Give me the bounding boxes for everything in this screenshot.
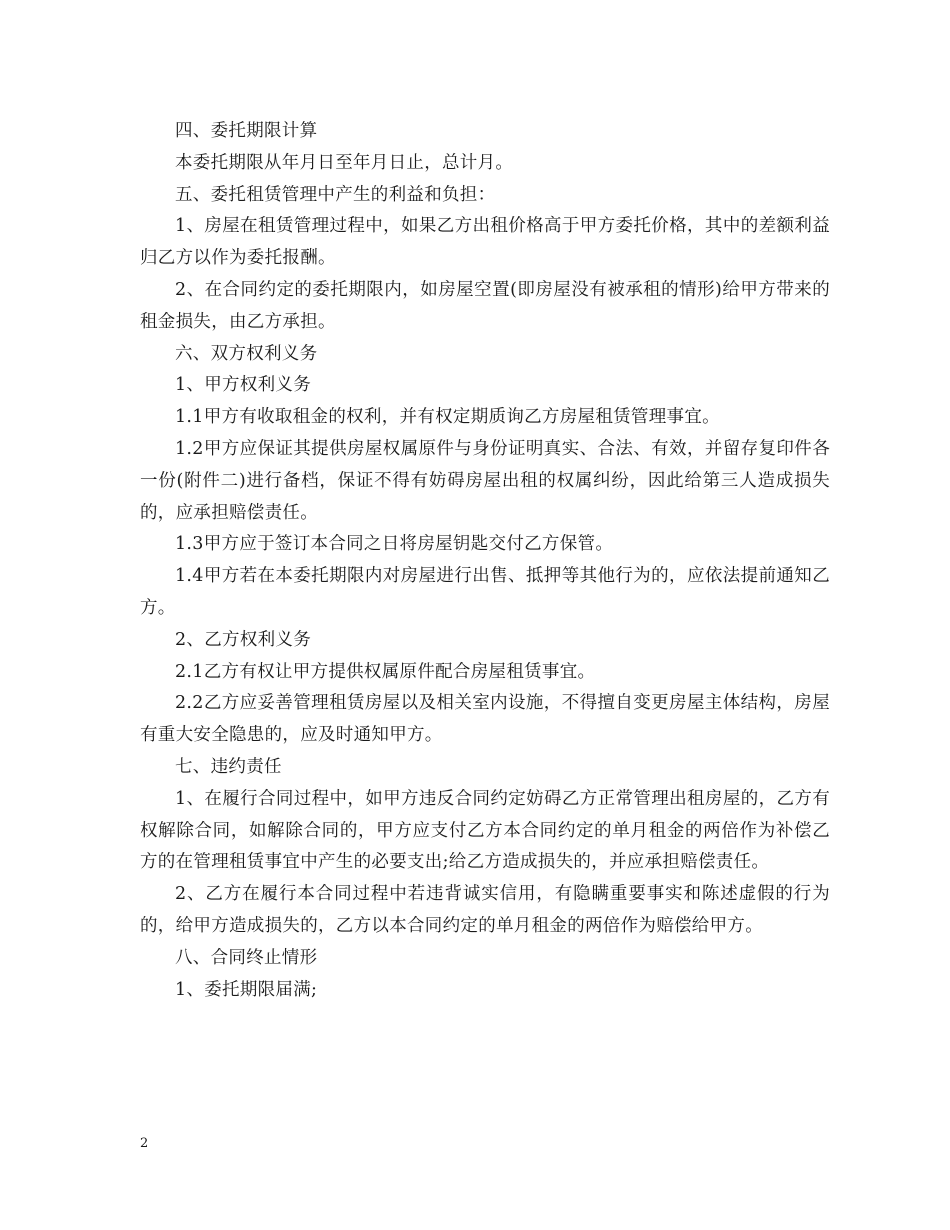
paragraph: 2.2乙方应妥善管理租赁房屋以及相关室内设施，不得擅自变更房屋主体结构，房屋有重大安全隐患的，应及时通知甲方。 — [140, 693, 830, 746]
paragraph: 2、乙方在履行本合同过程中若违背诚实信用，有隐瞒重要事实和陈述虚假的行为的，给甲方造成损失的，乙方以本合同约定的单月租金的两倍作为赔偿给甲方。 — [140, 884, 830, 936]
paragraph: 1.2甲方应保证其提供房屋权属原件与身份证明真实、合法、有效，并留存复印件各一份(附件二)进行备档，保证不得有妨碍房屋出租的权属纠纷，因此给第三人造成损失的，应承担赔偿责任。 — [140, 438, 830, 523]
section-heading-5: 五、委托租赁管理中产生的利益和负担： — [175, 184, 496, 205]
section-heading-7: 七、违约责任 — [175, 756, 282, 777]
section-heading-6: 六、双方权利义务 — [175, 343, 318, 364]
paragraph: 1、在履行合同过程中，如甲方违反合同约定妨碍乙方正常管理出租房屋的，乙方有权解除合同，如解除合同的，甲方应支付乙方本合同约定的单月租金的两倍作为补偿乙方的在管理租赁事宜中产生的必要支出;给乙方造成损失的，并应承担赔偿责任。 — [140, 788, 830, 873]
paragraph: 1.3甲方应于签订本合同之日将房屋钥匙交付乙方保管。 — [175, 534, 614, 555]
section-heading-4: 四、委托期限计算 — [175, 121, 318, 141]
section-heading-8: 八、合同终止情形 — [175, 947, 318, 968]
page-number: 2 — [140, 1136, 149, 1151]
subsection-heading: 1、甲方权利义务 — [175, 375, 312, 396]
paragraph: 本委托期限从年月日至年月日止，总计月。 — [175, 152, 514, 173]
paragraph: 1.4甲方若在本委托期限内对房屋进行出售、抵押等其他行为的，应依法提前通知乙方。 — [140, 566, 830, 618]
document-body — [140, 116, 830, 1006]
paragraph: 1、房屋在租赁管理过程中，如果乙方出租价格高于甲方委托价格，其中的差额利益归乙方以作为委托报酬。 — [140, 216, 830, 269]
paragraph: 1.1甲方有收取租金的权利，并有权定期质询乙方房屋租赁管理事宜。 — [175, 407, 720, 428]
subsection-heading: 2、乙方权利义务 — [175, 629, 312, 650]
paragraph: 2、在合同约定的委托期限内，如房屋空置(即房屋没有被承租的情形)给甲方带来的租金损失，由乙方承担。 — [140, 279, 830, 332]
paragraph: 1、委托期限届满; — [175, 979, 318, 1000]
paragraph: 2.1乙方有权让甲方提供权属原件配合房屋租赁事宜。 — [175, 661, 596, 682]
